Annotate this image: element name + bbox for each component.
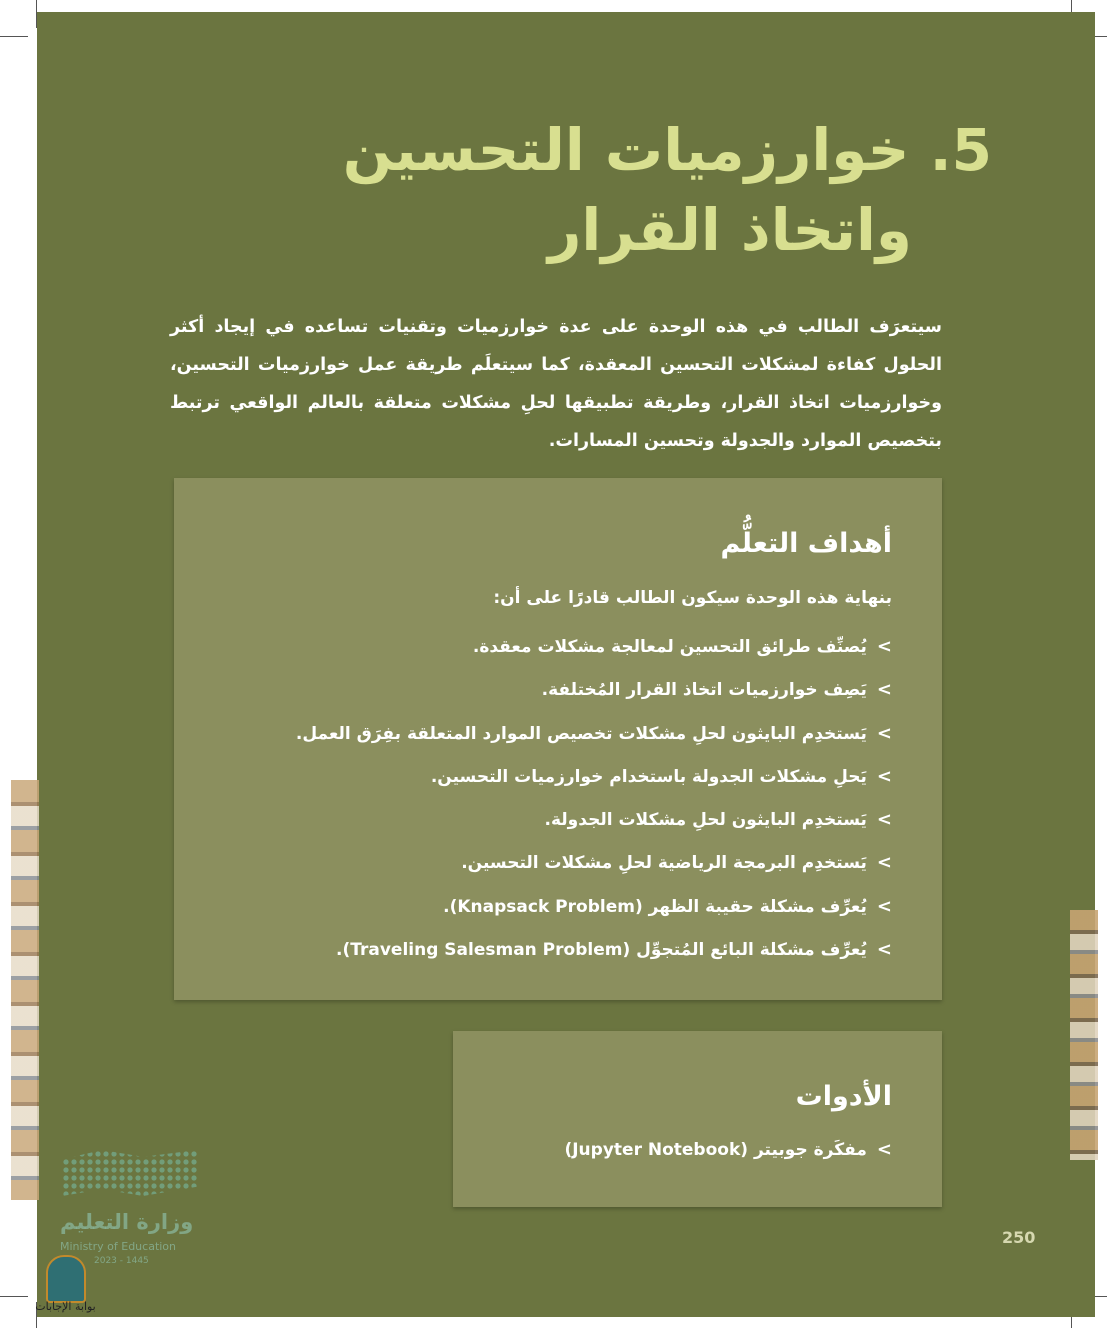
- warehouse-photo-strip: [11, 780, 39, 1200]
- chapter-title: [292, 110, 992, 270]
- list-item: >يُصنِّف طرائق التحسين لمعالجة مشكلات معقدة.: [296, 625, 892, 668]
- chevron-right-icon: >: [876, 939, 892, 961]
- tools-box: [453, 1031, 942, 1207]
- chevron-right-icon: >: [876, 1139, 892, 1160]
- list-item: >يَستخدِم البايثون لحلِ مشكلات الجدولة.: [296, 798, 892, 841]
- learning-objectives-heading: أهداف التعلُّم: [720, 528, 892, 559]
- list-item: >يَستخدِم البايثون لحلِ مشكلات تخصيص الموارد المتعلقة بفِرَق العمل.: [296, 712, 892, 755]
- ministry-year: 2023 - 1445: [94, 1256, 149, 1266]
- crop-mark: [0, 1296, 28, 1297]
- chapter-title-line2: واتخاذ القرار: [547, 196, 912, 264]
- list-item: >يَستخدِم البرمجة الرياضية لحلِ مشكلات التحسين.: [296, 841, 892, 884]
- chevron-right-icon: >: [876, 636, 892, 657]
- chevron-right-icon: >: [876, 895, 892, 917]
- list-item: >يَحلِ مشكلات الجدولة باستخدام خوارزميات التحسين.: [296, 755, 892, 798]
- ministry-name-en: Ministry of Education: [60, 1240, 177, 1253]
- crop-mark: [0, 36, 28, 37]
- chevron-right-icon: >: [876, 765, 892, 787]
- chevron-right-icon: >: [876, 809, 892, 831]
- chevron-right-icon: >: [876, 852, 892, 874]
- ministry-dots-icon: [62, 1150, 197, 1196]
- learning-objectives-box: [174, 478, 942, 1000]
- page-number: 250: [1002, 1228, 1036, 1247]
- list-item: >يُعرِّف مشكلة حقيبة الظهر (Knapsack Problem).: [296, 885, 892, 928]
- learning-objectives-lead: بنهاية هذه الوحدة سيكون الطالب قادرًا على أن:: [493, 588, 892, 608]
- chevron-right-icon: >: [876, 722, 892, 744]
- chapter-title-line1: 5. خوارزميات التحسين: [342, 116, 992, 184]
- chevron-right-icon: >: [876, 679, 892, 701]
- tools-list: [564, 1135, 892, 1165]
- list-item: >مفكَرة جوبيتر (Jupyter Notebook): [564, 1135, 892, 1165]
- portal-label: بوابة الإجابات: [35, 1300, 96, 1313]
- list-item: >يَصِف خوارزميات اتخاذ القرار المُختلفة.: [296, 668, 892, 711]
- list-item: >يُعرِّف مشكلة البائع المُتجوِّل (Traveling Salesman Problem).: [296, 928, 892, 971]
- warehouse-photo-strip: [1070, 910, 1098, 1160]
- tools-heading: الأدوات: [795, 1081, 892, 1112]
- portal-logo-icon: [46, 1255, 86, 1303]
- ministry-logo: [58, 1150, 203, 1265]
- ministry-name-ar: وزارة التعليم: [60, 1210, 194, 1234]
- intro-paragraph: سيتعرَف الطالب في هذه الوحدة على عدة خوارزميات وتقنيات تساعده في إيجاد أكثر الحلول كفاءة لمشكلات التحسين المعقدة، كما سيتعلَم طريقة عمل خوارزميات التحسين، وخوارزميات اتخاذ القرار، وطريقة تطبيقها لحلِ مشكلات متعلقة بالعالم الواقعي ترتبط بتخصيص الموارد والجدولة وتحسين المسارات.: [170, 317, 942, 451]
- learning-objectives-list: [296, 625, 892, 971]
- portal-watermark: [28, 1255, 103, 1320]
